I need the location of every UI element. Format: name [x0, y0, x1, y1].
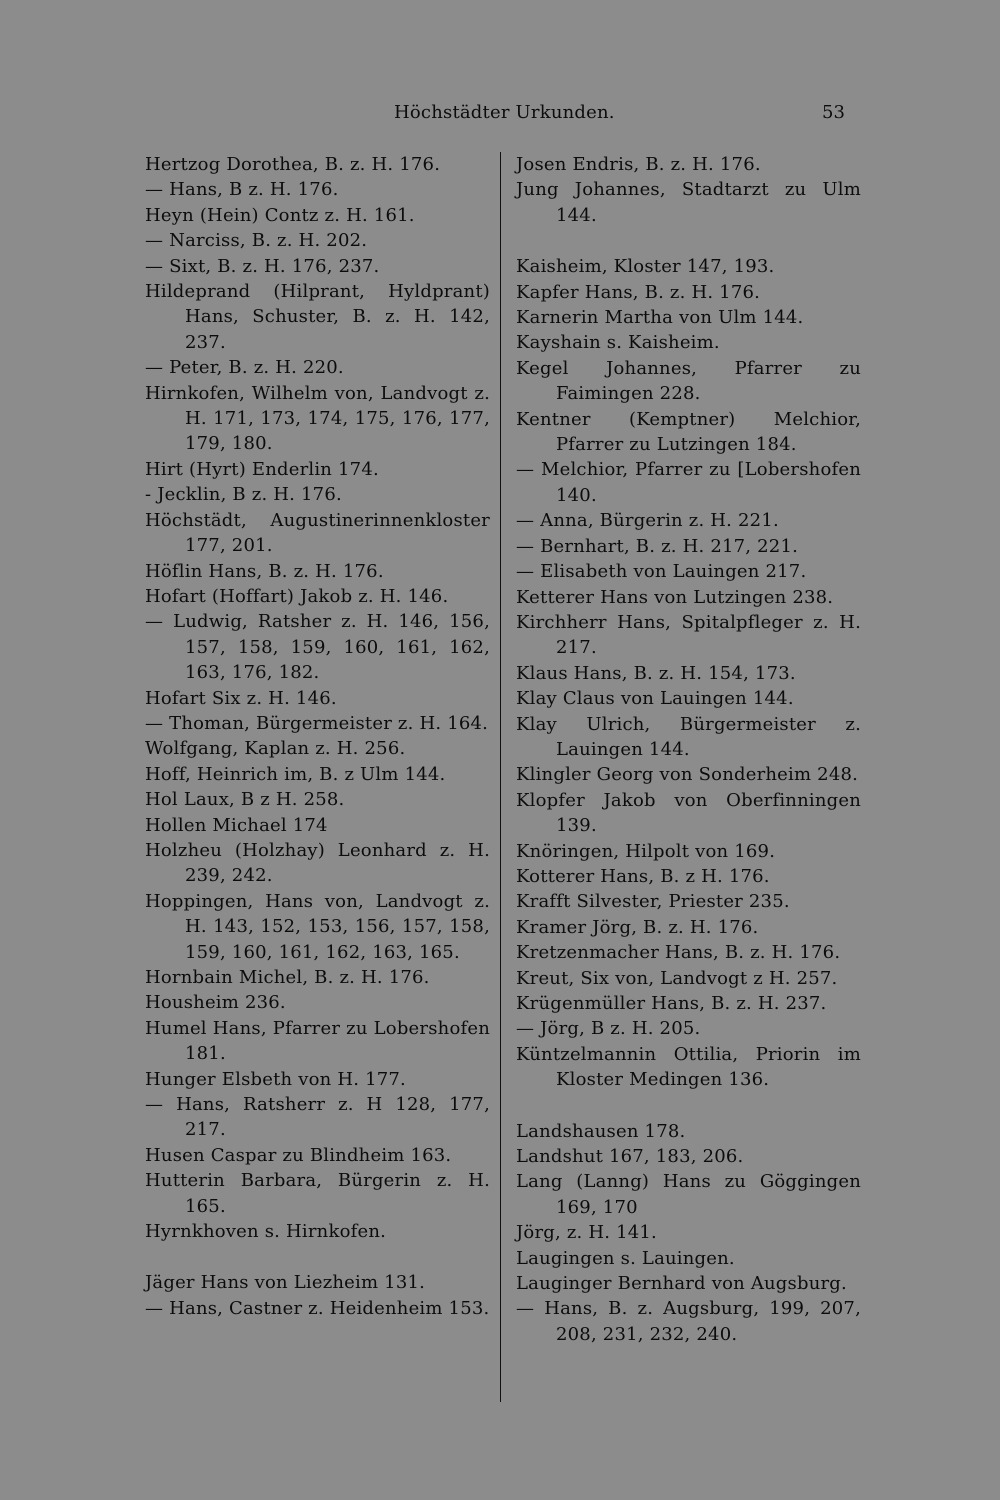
index-entry: Laugingen s. Lauingen.: [516, 1247, 735, 1269]
section-gap: [516, 228, 861, 254]
index-entry: — Ludwig, Ratsher z. H. 146, 156, 157, 158, 159, 160, 161, 162, 163, 176, 182.: [145, 611, 490, 684]
page-number: 53: [822, 102, 845, 123]
index-entry: Kreut, Six von, Landvogt z H. 257.: [516, 967, 838, 989]
index-entry: Husen Caspar zu Blindheim 163.: [145, 1144, 452, 1166]
index-entry: Hirnkofen, Wilhelm von, Landvogt z. H. 171, 173, 174, 175, 176, 177, 179, 180.: [145, 382, 490, 455]
index-entry: Kapfer Hans, B. z. H. 176.: [516, 281, 761, 303]
index-entry: Kirchherr Hans, Spitalpfleger z. H. 217.: [516, 611, 861, 659]
index-entry: Hutterin Barbara, Bürgerin z. H. 165.: [145, 1170, 490, 1217]
index-entry: Kramer Jörg, B. z. H. 176.: [516, 916, 759, 938]
index-entry: — Narciss, B. z. H. 202.: [145, 230, 368, 252]
index-entry: Hoff, Heinrich im, B. z Ulm 144.: [145, 763, 446, 785]
index-entry: Höchstädt, Augustinerinnenkloster 177, 201.: [145, 509, 490, 557]
index-column-right: [516, 152, 861, 1347]
index-entry: — Elisabeth von Lauingen 217.: [516, 561, 807, 583]
index-entry: — Hans, Ratsherr z. H 128, 177, 217.: [145, 1094, 490, 1141]
index-entry: Höflin Hans, B. z. H. 176.: [145, 560, 384, 582]
index-entry: - Jecklin, B z. H. 176.: [145, 484, 342, 506]
index-entry: Krafft Silvester, Priester 235.: [516, 891, 790, 913]
index-entry: Humel Hans, Pfarrer zu Lobershofen 181.: [145, 1017, 490, 1065]
index-entry: Landshausen 178.: [516, 1120, 686, 1142]
index-entry: — Anna, Bürgerin z. H. 221.: [516, 510, 779, 532]
index-column-left: [145, 152, 490, 1321]
index-entry: — Hans, Castner z. Heidenheim 153.: [145, 1297, 490, 1319]
index-entry: Ketterer Hans von Lutzingen 238.: [516, 586, 834, 608]
index-entry: Kentner (Kemptner) Melchior, Pfarrer zu Lutzingen 184.: [516, 408, 861, 456]
index-entry: Krügenmüller Hans, B. z. H. 237.: [516, 993, 827, 1014]
index-entry: Karnerin Martha von Ulm 144.: [516, 307, 804, 329]
index-entry: Hyrnkhoven s. Hirnkofen.: [145, 1221, 387, 1243]
index-entry: Hunger Elsbeth von H. 177.: [145, 1068, 406, 1090]
index-entry: Housheim 236.: [145, 992, 286, 1014]
index-entry: Klaus Hans, B. z. H. 154, 173.: [516, 662, 796, 684]
index-entry: Jörg, z. H. 141.: [516, 1222, 657, 1244]
index-entry: Hornbain Michel, B. z. H. 176.: [145, 967, 430, 988]
index-entry: Kretzenmacher Hans, B. z. H. 176.: [516, 942, 841, 964]
index-entry: Wolfgang, Kaplan z. H. 256.: [145, 738, 406, 760]
index-entry: — Thoman, Bürgermeister z. H. 164.: [145, 712, 489, 734]
index-entry: Lauginger Bernhard von Augsburg.: [516, 1273, 847, 1295]
section-gap: [516, 1093, 861, 1119]
page-header: [0, 102, 1000, 132]
index-entry: Hirt (Hyrt) Enderlin 174.: [145, 458, 379, 480]
index-entry: — Hans, B z. H. 176.: [145, 179, 339, 201]
index-entry: Hol Laux, B z H. 258.: [145, 789, 345, 811]
index-entry: Lang (Lanng) Hans zu Göggingen 169, 170: [516, 1171, 861, 1218]
section-gap: [145, 1244, 490, 1270]
index-entry: Holzheu (Holzhay) Leonhard z. H. 239, 242.: [145, 839, 490, 887]
index-entry: Hertzog Dorothea, B. z. H. 176.: [145, 154, 441, 175]
column-divider: [500, 152, 501, 1402]
index-entry: — Sixt, B. z. H. 176, 237.: [145, 255, 380, 277]
index-entry: Klingler Georg von Sonderheim 248.: [516, 764, 859, 786]
index-entry: Josen Endris, B. z. H. 176.: [516, 154, 761, 175]
index-entry: — Peter, B. z. H. 220.: [145, 357, 344, 379]
index-entry: Klopfer Jakob von Oberfinningen 139.: [516, 789, 861, 837]
index-entry: Kayshain s. Kaisheim.: [516, 332, 720, 354]
index-entry: Kegel Johannes, Pfarrer zu Faimingen 228.: [516, 357, 861, 405]
running-head: Höchstädter Urkunden.: [394, 102, 615, 123]
index-entry: Küntzelmannin Ottilia, Priorin im Kloster Medingen 136.: [516, 1043, 861, 1091]
index-entry: Hofart (Hoffart) Jakob z. H. 146.: [145, 585, 449, 607]
index-entry: — Bernhart, B. z. H. 217, 221.: [516, 535, 799, 557]
index-entry: — Melchior, Pfarrer zu [Lobershofen 140.: [516, 459, 861, 506]
index-entry: Hoppingen, Hans von, Landvogt z. H. 143, 152, 153, 156, 157, 158, 159, 160, 161, 162, 163, 165.: [145, 890, 490, 963]
index-entry: Kaisheim, Kloster 147, 193.: [516, 256, 775, 278]
index-entry: Hollen Michael 174: [145, 814, 328, 836]
index-entry: Hildeprand (Hilprant, Hyldprant) Hans, Schuster, B. z. H. 142, 237.: [145, 281, 490, 353]
index-entry: Knöringen, Hilpolt von 169.: [516, 840, 776, 862]
index-entry: Kotterer Hans, B. z H. 176.: [516, 865, 770, 887]
index-entry: Landshut 167, 183, 206.: [516, 1146, 744, 1168]
index-entry: Heyn (Hein) Contz z. H. 161.: [145, 204, 415, 226]
index-entry: Klay Ulrich, Bürgermeister z. Lauingen 144.: [516, 713, 861, 760]
index-entry: Klay Claus von Lauingen 144.: [516, 688, 794, 710]
index-entry: Jung Johannes, Stadtarzt zu Ulm 144.: [516, 179, 861, 226]
index-entry: Hofart Six z. H. 146.: [145, 687, 337, 709]
index-entry: Jäger Hans von Liezheim 131.: [145, 1272, 426, 1294]
index-entry: — Hans, B. z. Augsburg, 199, 207, 208, 231, 232, 240.: [516, 1298, 861, 1345]
index-entry: — Jörg, B z. H. 205.: [516, 1018, 701, 1040]
